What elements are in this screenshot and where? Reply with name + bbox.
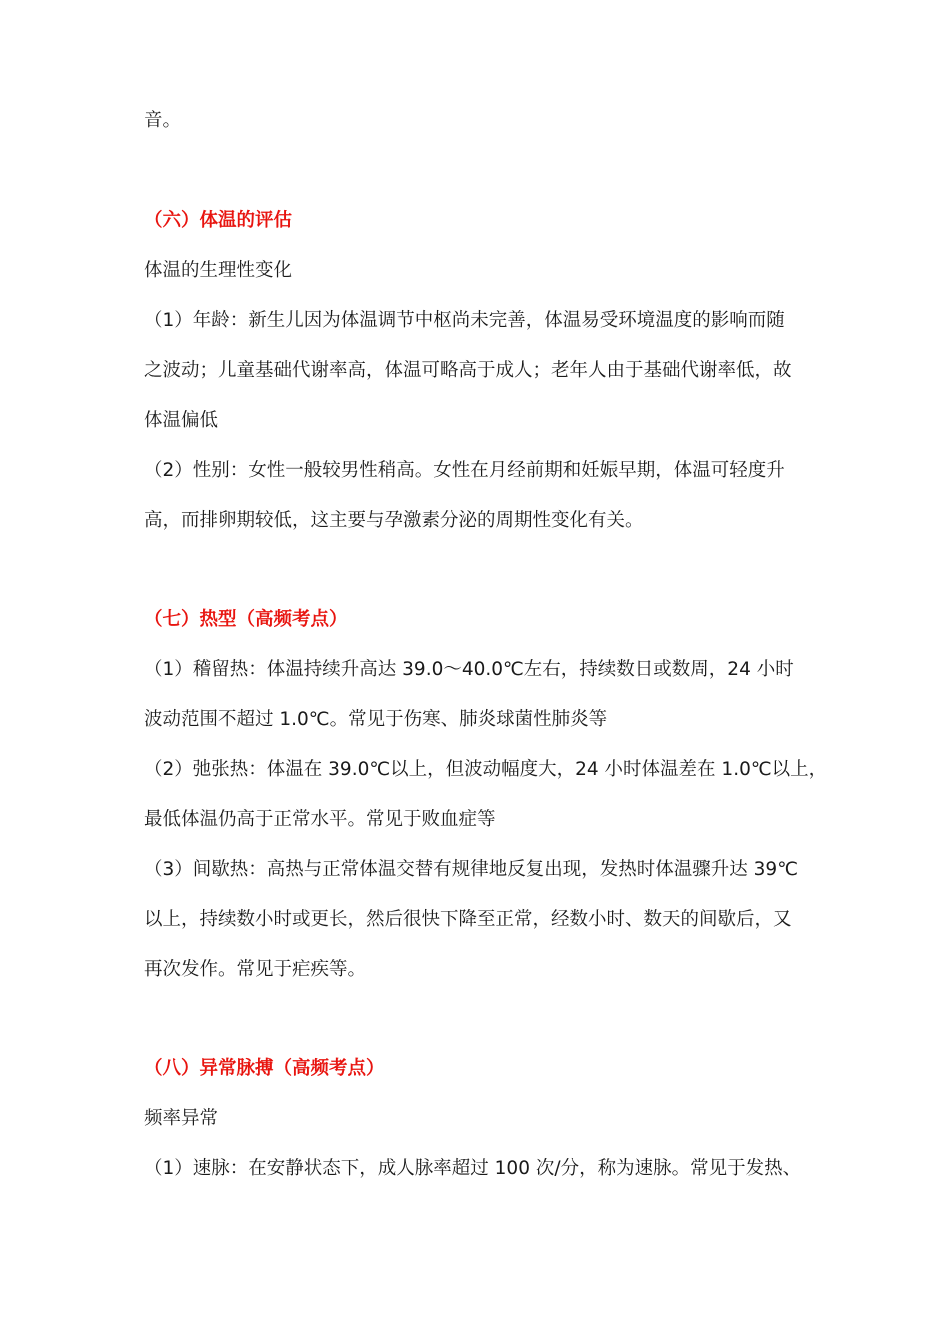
section-heading-6: （六）体温的评估 [144,210,293,231]
text-line: 音。 [144,110,182,131]
text-line: 最低体温仍高于正常水平。常见于败血症等 [144,809,496,830]
text-line: （2）性别：女性一般较男性稍高。女性在月经前期和妊娠早期，体温可轻度升 [144,460,785,481]
text-line: （1）年龄：新生儿因为体温调节中枢尚未完善，体温易受环境温度的影响而随 [144,310,785,331]
text-line: （3）间歇热：高热与正常体温交替有规律地反复出现，发热时体温骤升达 39℃ [144,859,798,880]
section-heading-8: （八）异常脉搏（高频考点） [144,1058,385,1079]
text-line: （1）速脉：在安静状态下，成人脉率超过 100 次/分，称为速脉。常见于发热、 [144,1158,802,1179]
text-line: 再次发作。常见于疟疾等。 [144,959,367,980]
section-heading-7: （七）热型（高频考点） [144,609,348,630]
text-line: 以上，持续数小时或更长，然后很快下降至正常，经数小时、数天的间歇后，又 [144,909,792,930]
text-line: 高，而排卵期较低，这主要与孕激素分泌的周期性变化有关。 [144,510,644,531]
subheading: 体温的生理性变化 [144,260,293,281]
text-line: 体温偏低 [144,410,219,431]
text-line: （1）稽留热：体温持续升高达 39.0～40.0℃左右，持续数日或数周，24 小时 [144,659,794,680]
text-line: 之波动；儿童基础代谢率高，体温可略高于成人；老年人由于基础代谢率低，故 [144,360,792,381]
text-line: 波动范围不超过 1.0℃。常见于伤寒、肺炎球菌性肺炎等 [144,709,608,730]
subheading: 频率异常 [144,1108,219,1129]
text-line: （2）弛张热：体温在 39.0℃以上，但波动幅度大，24 小时体温差在 1.0℃以上， [144,759,828,780]
